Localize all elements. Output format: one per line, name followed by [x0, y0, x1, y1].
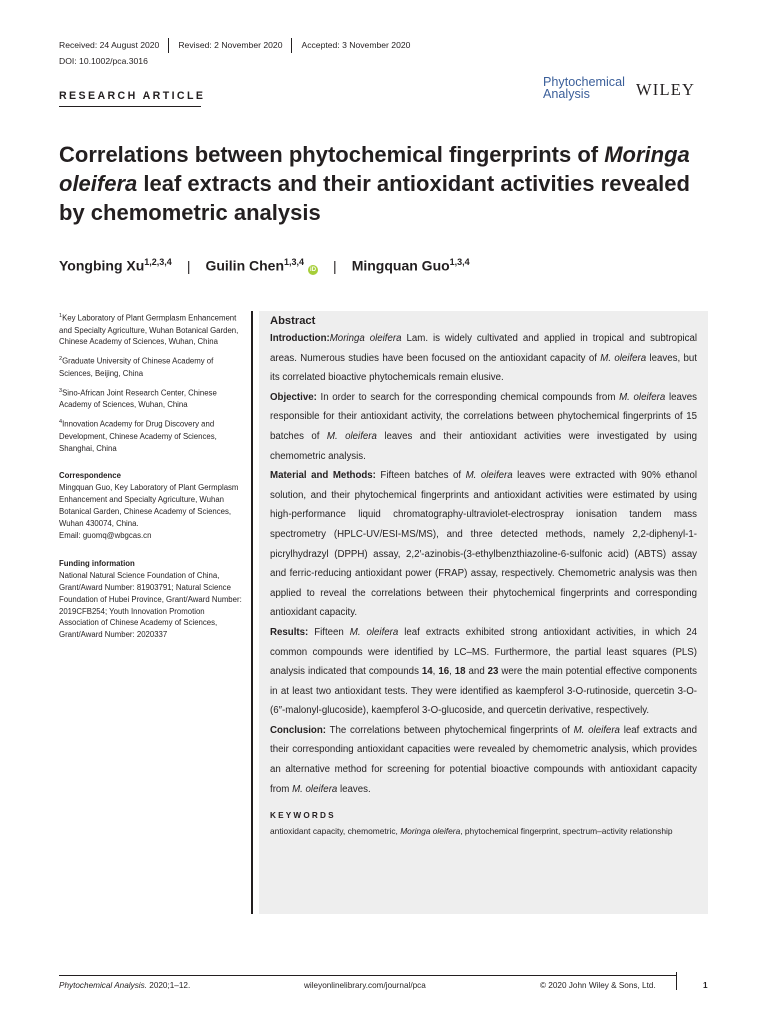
date-divider — [168, 38, 169, 53]
abstract-methods: Material and Methods: Fifteen batches of M. oleifera leaves were extracted with 90% ethanol solution, and their phytochemical fingerprints and antioxidant activities were estimated by using high-performance liquid chromatography-ultraviolet-electrospray ionisation tandem mass spectrometry (HPLC-UV/ESI-MS/MS), and three detected methods, namely 2,2-diphenyl-1-picrylhydrazyl (DPPH) assay, 2,2′-azinobis-(3-ethylbenzthiazoline-6-sulfonic acid) (ABTS) assay and ferric-reducing antioxidant power (FRAP) assay, respectively. Chemometric analysis was then applied to reveal the correlations between their phytochemical fingerprints and corresponding antioxidant capacity. — [270, 470, 697, 619]
affiliation: $^3$Sino-African Joint Research Center, Chinese Academy of Sciences, Wuhan, China — [59, 387, 217, 410]
author-separator: | — [333, 257, 337, 274]
journal-logo[interactable] — [543, 76, 625, 100]
title-species: Moringa oleifera — [59, 142, 690, 196]
keywords-list: antioxidant capacity, chemometric, Moringa oleifera, phytochemical fingerprint, spectrum–activity relationship — [270, 826, 673, 837]
abstract-heading: Abstract — [270, 315, 316, 327]
affiliation: $^4$Innovation Academy for Drug Discovery and Development, Chinese Academy of Sciences, Shanghai, China — [59, 419, 217, 453]
funding-text: National Natural Science Foundation of China, Grant/Award Number: 81903791; Natural Science Foundation of Hubei Province, Grant/Award Number: 2019CFB254; Youth Innovation Promotion Association of Chinese Academy of Sciences, Grant/Award Number: 2020337 — [59, 570, 242, 640]
article-title — [59, 140, 709, 227]
abstract-box — [259, 311, 708, 914]
author-name[interactable]: Guilin Chen$^{1,3,4}$iD — [205, 257, 317, 274]
journal-name-line2: Analysis — [543, 87, 590, 101]
correspondence-email[interactable]: Email: guomq@wbgcas.cn — [59, 530, 152, 540]
affiliation-column — [59, 311, 244, 641]
abstract-introduction: Introduction:Moringa oleifera Lam. is widely cultivated and applied in tropical and subtropical areas. Numerous studies have been focused on the antioxidant capacity of M. oleifera leaves, but its correlated bioactive phytochemicals remain elusive. — [270, 333, 697, 384]
abstract-objective: Objective: In order to search for the corresponding chemical compounds from M. oleifera leaves responsible for their antioxidant activity, the correlations between phytochemical fingerprints of 15 batches of M. oleifera leaves and their antioxidant activities were investigated by using chemometric analysis. — [270, 391, 697, 462]
article-type-underline — [59, 106, 201, 107]
author-name[interactable]: Mingquan Guo$^{1,3,4}$ — [351, 257, 470, 274]
author-affiliation-marker: 1,2,3,4 — [144, 257, 172, 267]
correspondence-heading: Correspondence — [59, 471, 121, 481]
author-list — [59, 257, 470, 275]
author-name[interactable]: Yongbing Xu$^{1,2,3,4}$ — [59, 257, 172, 274]
footer-copyright: © 2020 John Wiley & Sons, Ltd. — [540, 981, 656, 990]
publisher-logo[interactable]: WILEY — [636, 80, 696, 99]
revised-date: Revised: 2 November 2020 — [178, 40, 283, 50]
footer-rule — [59, 975, 676, 976]
footer-page-divider — [676, 972, 677, 990]
page-number: 1 — [703, 981, 708, 990]
title-text: Correlations between phytochemical fingerprints of — [59, 142, 605, 167]
affiliation: $^1$Key Laboratory of Plant Germplasm Enhancement and Specialty Agriculture, Wuhan Botanical Garden, Chinese Academy of Sciences, Wuhan, China — [59, 313, 239, 347]
keywords-heading: KEYWORDS — [270, 811, 336, 821]
accepted-date: Accepted: 3 November 2020 — [301, 40, 411, 50]
article-dates — [59, 39, 410, 51]
footer-citation: Phytochemical Analysis. 2020;1–12. — [59, 981, 191, 990]
footer-journal-url[interactable]: wileyonlinelibrary.com/journal/pca — [304, 981, 426, 990]
abstract-results: Results: Fifteen M. oleifera leaf extracts exhibited strong antioxidant activities, in which 24 common compounds were identified by LC–MS. Furthermore, the partial least squares (PLS) analysis indicated that compounds 14, 16, 18 and 23 were the main potential effective components in at least two antioxidant tests. They were identified as kaempferol 3-O-rutinoside, quercetin 3-O-(6″-malonyl-glucoside), kaempferol 3-O-glucoside, and quercetin derivative, respectively. — [270, 626, 698, 717]
title-text: leaf extracts and their antioxidant activities revealed by chemometric analysis — [59, 171, 690, 225]
abstract-conclusion: Conclusion: The correlations between phytochemical fingerprints of M. oleifera leaf extracts and their corresponding antioxidant capacities were revealed by chemometric analysis, which provides an alternative method for screening for potential bioactive compounds with antioxidant capacity from M. oleifera leaves. — [270, 724, 697, 795]
author-affiliation-marker: 1,3,4 — [449, 257, 470, 267]
date-divider — [291, 38, 292, 53]
column-divider — [251, 311, 253, 914]
funding-heading: Funding information — [59, 558, 135, 568]
orcid-icon[interactable]: iD — [310, 266, 317, 273]
article-type: RESEARCH ARTICLE — [59, 90, 206, 102]
author-separator: | — [186, 257, 191, 274]
received-date: Received: 24 August 2020 — [59, 40, 160, 50]
author-affiliation-marker: 1,3,4 — [284, 257, 305, 267]
correspondence-text: Mingquan Guo, Key Laboratory of Plant Germplasm Enhancement and Specialty Agriculture, Wuhan Botanical Garden, Chinese Academy of Sciences, Wuhan 430074, China. — [59, 483, 239, 529]
affiliation: $^2$Graduate University of Chinese Academy of Sciences, Beijing, China — [59, 356, 214, 378]
journal-name-line1: Phytochemical — [543, 75, 625, 89]
doi-link[interactable]: DOI: 10.1002/pca.3016 — [59, 56, 148, 66]
